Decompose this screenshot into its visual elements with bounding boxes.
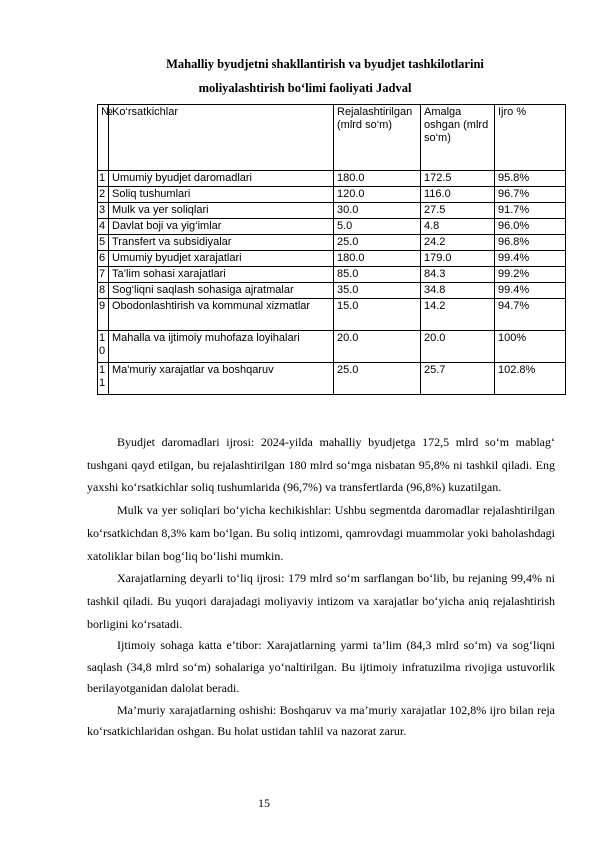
header-actual: Amalga oshgan (mlrd so‘m) <box>421 105 495 171</box>
row-execution: 99.2% <box>495 267 566 283</box>
row-number: 6 <box>98 251 109 267</box>
budget-table <box>97 104 566 395</box>
row-planned: 25.0 <box>334 235 421 251</box>
row-execution: 96.7% <box>495 187 566 203</box>
row-planned: 15.0 <box>334 299 421 331</box>
row-number: 4 <box>98 219 109 235</box>
page-number: 15 <box>258 796 270 810</box>
row-indicator: Ta’lim sohasi xarajatlari <box>109 267 334 283</box>
row-actual: 20.0 <box>421 331 495 363</box>
row-indicator: Umumiy byudjet daromadlari <box>109 171 334 187</box>
row-number: 2 <box>98 187 109 203</box>
row-execution: 96.8% <box>495 235 566 251</box>
row-actual: 27.5 <box>421 203 495 219</box>
row-indicator: Sog‘liqni saqlash sohasiga ajratmalar <box>109 283 334 299</box>
row-number: 11 <box>98 363 109 395</box>
row-number: 7 <box>98 267 109 283</box>
row-number: 1 <box>98 171 109 187</box>
row-execution: 99.4% <box>495 251 566 267</box>
row-planned: 180.0 <box>334 171 421 187</box>
table-row <box>98 235 566 251</box>
row-actual: 4.8 <box>421 219 495 235</box>
row-actual: 25.7 <box>421 363 495 395</box>
row-number: 10 <box>98 331 109 363</box>
header-planned: Rejalashtirilgan (mlrd so‘m) <box>334 105 421 171</box>
table-row <box>98 299 566 331</box>
row-planned: 180.0 <box>334 251 421 267</box>
row-execution: 102.8% <box>495 363 566 395</box>
row-indicator: Umumiy byudjet xarajatlari <box>109 251 334 267</box>
row-planned: 20.0 <box>334 331 421 363</box>
row-execution: 91.7% <box>495 203 566 219</box>
row-execution: 99.4% <box>495 283 566 299</box>
row-indicator: Transfert va subsidiyalar <box>109 235 334 251</box>
table-row <box>98 283 566 299</box>
row-planned: 35.0 <box>334 283 421 299</box>
document-title-line1: Mahalliy byudjetni shakllantirish va byudjet tashkilotlarini <box>166 57 484 71</box>
row-actual: 172.5 <box>421 171 495 187</box>
header-execution: Ijro % <box>495 105 566 171</box>
document-title-line2: moliyalashtirish bo‘limi faoliyati Jadval <box>198 81 412 95</box>
row-execution: 94.7% <box>495 299 566 331</box>
table-row <box>98 363 566 395</box>
row-actual: 24.2 <box>421 235 495 251</box>
table-row <box>98 267 566 283</box>
row-number: 9 <box>98 299 109 331</box>
row-actual: 84.3 <box>421 267 495 283</box>
header-number: № <box>98 105 109 171</box>
table-row <box>98 187 566 203</box>
table-header-row <box>98 105 566 171</box>
row-execution: 95.8% <box>495 171 566 187</box>
table-row <box>98 203 566 219</box>
row-number: 8 <box>98 283 109 299</box>
row-planned: 120.0 <box>334 187 421 203</box>
table-row <box>98 171 566 187</box>
paragraph-administrative: Ma’muriy xarajatlarning oshishi: Boshqaruv va ma’muriy xarajatlar 102,8% ijro bilan reja ko‘rsatkichlaridan oshgan. Bu holat ustidan tahlil va nazorat zarur. <box>87 702 555 739</box>
row-planned: 25.0 <box>334 363 421 395</box>
row-actual: 34.8 <box>421 283 495 299</box>
row-indicator: Davlat boji va yig‘imlar <box>109 219 334 235</box>
row-indicator: Ma'muriy xarajatlar va boshqaruv <box>109 363 334 395</box>
row-planned: 30.0 <box>334 203 421 219</box>
header-indicator: Ko‘rsatkichlar <box>109 105 334 171</box>
paragraph-social: Ijtimoiy sohaga katta e’tibor: Xarajatlarning yarmi ta’lim (84,3 mlrd so‘m) va sog‘liqni saqlash (34,8 mlrd so‘m) sohalariga yo‘naltirilgan. Bu ijtimoiy infratuzilma rivojiga ustuvorlik berilayotganidan dalolat beradi. <box>87 638 555 696</box>
row-number: 3 <box>98 203 109 219</box>
paragraph-revenue: Byudjet daromadlari ijrosi: 2024-yilda mahalliy byudjetga 172,5 mlrd so‘m mablag‘ tushgani qayd etilgan, bu rejalashtirilgan 180 mlrd so‘mga nisbatan 95,8% ni tashkil qiladi. Eng yaxshi ko‘rsatkichlar soliq tushumlarida (96,7%) va transfertlarda (96,8%) kuzatilgan. <box>87 435 555 495</box>
paragraph-expenditure: Xarajatlarning deyarli to‘liq ijrosi: 179 mlrd so‘m sarflangan bo‘lib, bu rejaning 99,4% ni tashkil qiladi. Bu yuqori darajadagi moliyaviy intizom va xarajatlar bo‘yicha aniq rejalashtirish borligini ko‘rsatadi. <box>87 571 555 631</box>
row-number: 5 <box>98 235 109 251</box>
table-row <box>98 251 566 267</box>
row-indicator: Soliq tushumlari <box>109 187 334 203</box>
row-actual: 116.0 <box>421 187 495 203</box>
row-actual: 14.2 <box>421 299 495 331</box>
table-row <box>98 331 566 363</box>
row-indicator: Mahalla va ijtimoiy muhofaza loyihalari <box>109 331 334 363</box>
table-row <box>98 219 566 235</box>
row-planned: 85.0 <box>334 267 421 283</box>
body-text <box>87 431 555 743</box>
row-indicator: Obodonlashtirish va kommunal xizmatlar <box>109 299 334 331</box>
row-actual: 179.0 <box>421 251 495 267</box>
row-indicator: Mulk va yer soliqlari <box>109 203 334 219</box>
row-planned: 5.0 <box>334 219 421 235</box>
paragraph-property-tax: Mulk va yer soliqlari bo‘yicha kechikishlar: Ushbu segmentda daromadlar rejalashtirilgan ko‘rsatkichdan 8,3% kam bo‘lgan. Bu soliq intizomi, qamrovdagi muammolar yoki baholashdagi xatoliklar bilan bog‘liq bo‘lishi mumkin. <box>87 503 555 563</box>
row-execution: 96.0% <box>495 219 566 235</box>
row-execution: 100% <box>495 331 566 363</box>
